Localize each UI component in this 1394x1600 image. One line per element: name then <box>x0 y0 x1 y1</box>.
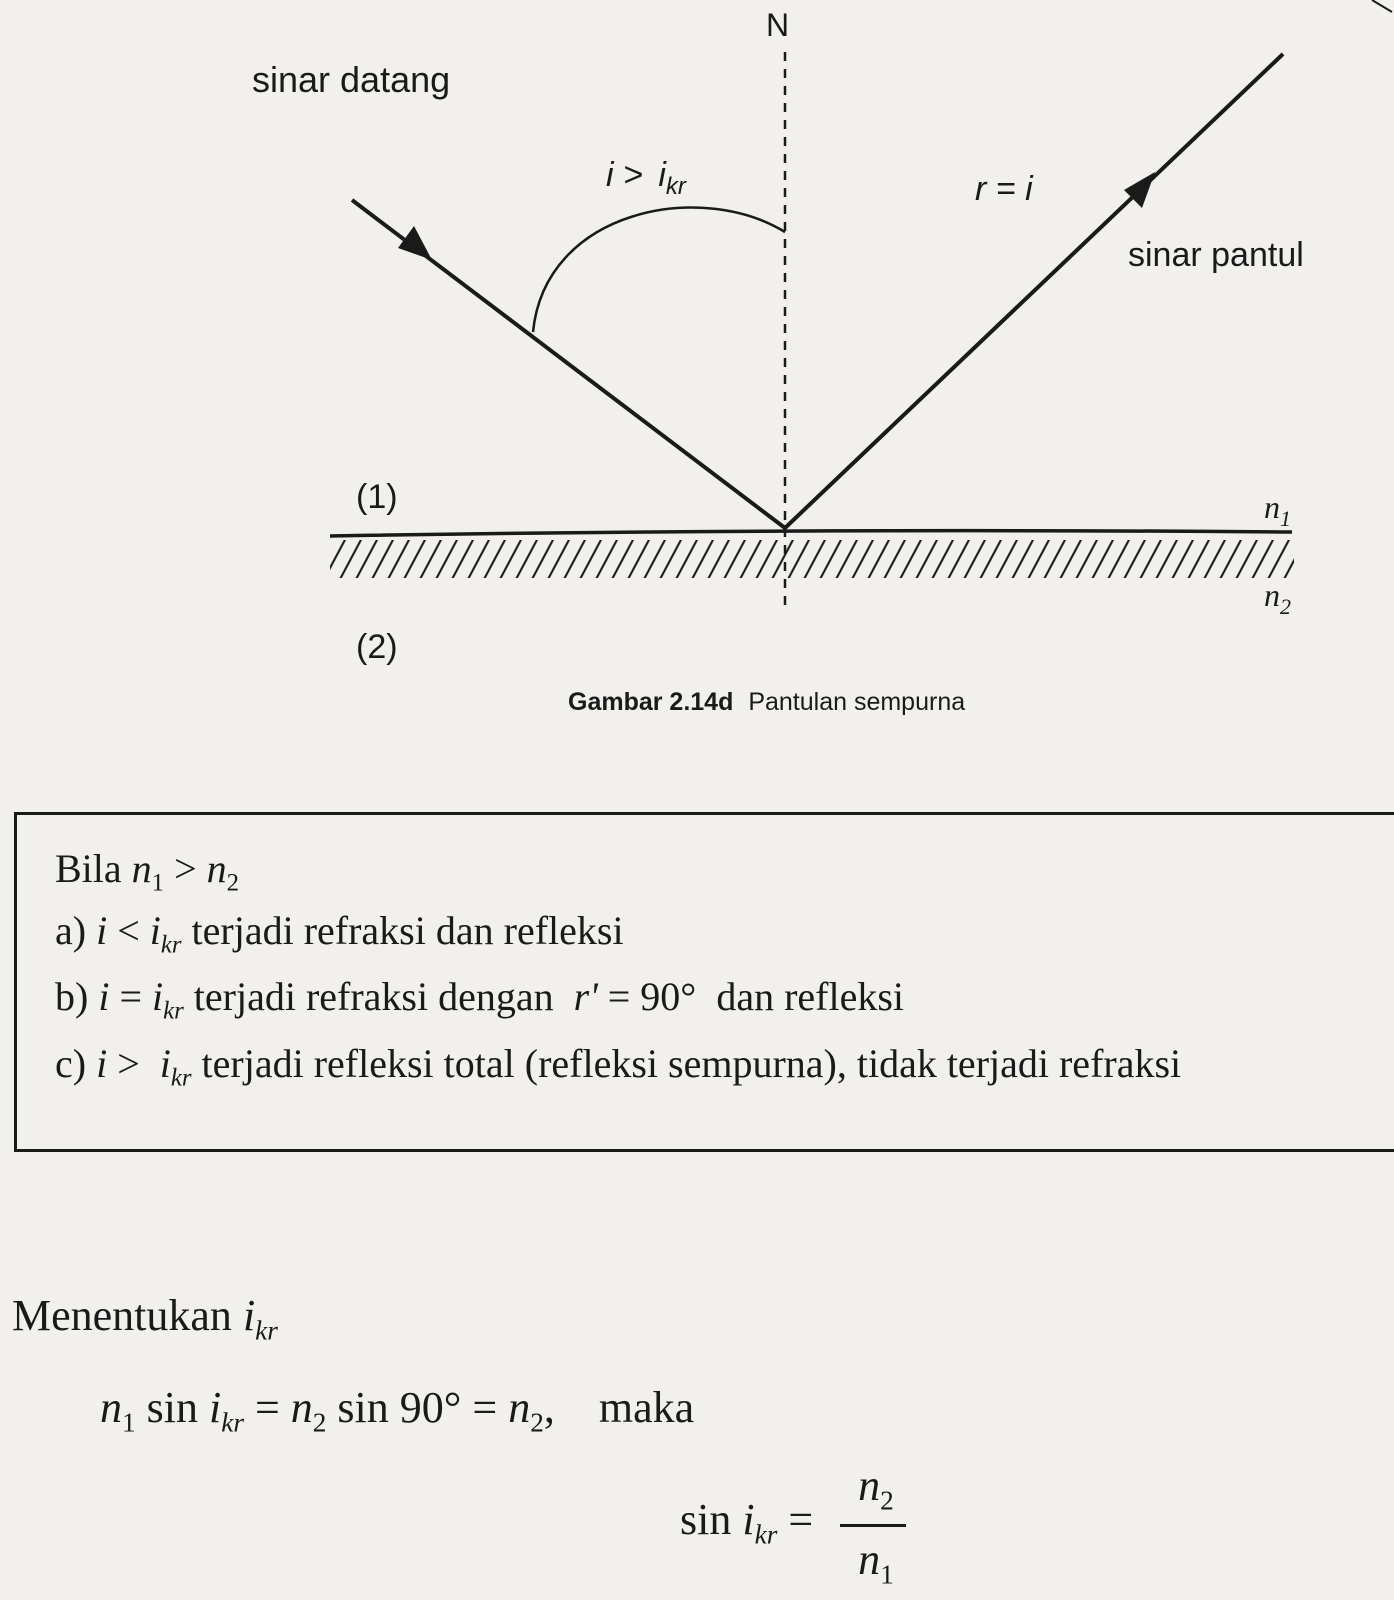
figure-caption: Gambar 2.14d Pantulan sempurna <box>568 688 966 716</box>
reflection-diagram <box>0 0 1394 720</box>
label-medium-2: (2) <box>356 628 398 666</box>
box-line-c: c) $i > i_{kr}$ terjadi refleksi total (refleksi sempurna), tidak terjadi refraksi <box>55 1041 1182 1092</box>
label-reflected: sinar pantul <box>1128 236 1304 274</box>
label-medium-1: (1) <box>356 478 398 516</box>
section-heading: Menentukan $i_{kr}$ <box>12 1291 278 1346</box>
box-line-a: a) $i < i_{kr}$ terjadi refraksi dan refleksi <box>55 908 624 959</box>
label-n1: $n_1$ <box>1264 489 1291 531</box>
corner-mark <box>1372 0 1392 12</box>
fraction-denominator: $n_1$ <box>858 1535 894 1590</box>
boundary-hatching <box>330 540 1294 578</box>
angle-arc <box>533 208 785 332</box>
label-normal: N <box>766 7 790 43</box>
box-line-condition: Bila $n_1 > n_2$ <box>55 846 240 897</box>
box-line-b: b) $i = i_{kr}$ terjadi refraksi dengan r' = 90° dan refleksi <box>55 974 905 1025</box>
condition-box <box>14 812 1394 1152</box>
fraction-bar <box>840 1524 906 1527</box>
boundary-surface-line <box>330 531 1292 536</box>
incident-arrow-icon <box>398 226 432 260</box>
equation-1: $n_1$ $\sin i_{kr} = n_2$ $\sin 90^\circ = n_2$, maka <box>100 1383 695 1438</box>
label-n2: $n_2$ <box>1264 577 1291 619</box>
equation-2-lhs: $\sin i_{kr}$ = <box>680 1495 814 1550</box>
label-angle-i: i > $i_{kr}$ <box>606 156 686 200</box>
label-incident: sinar datang <box>252 59 451 100</box>
reflected-ray <box>785 54 1283 528</box>
label-angle-r: r = i <box>975 170 1033 208</box>
fraction-numerator: $n_2$ <box>858 1461 894 1516</box>
